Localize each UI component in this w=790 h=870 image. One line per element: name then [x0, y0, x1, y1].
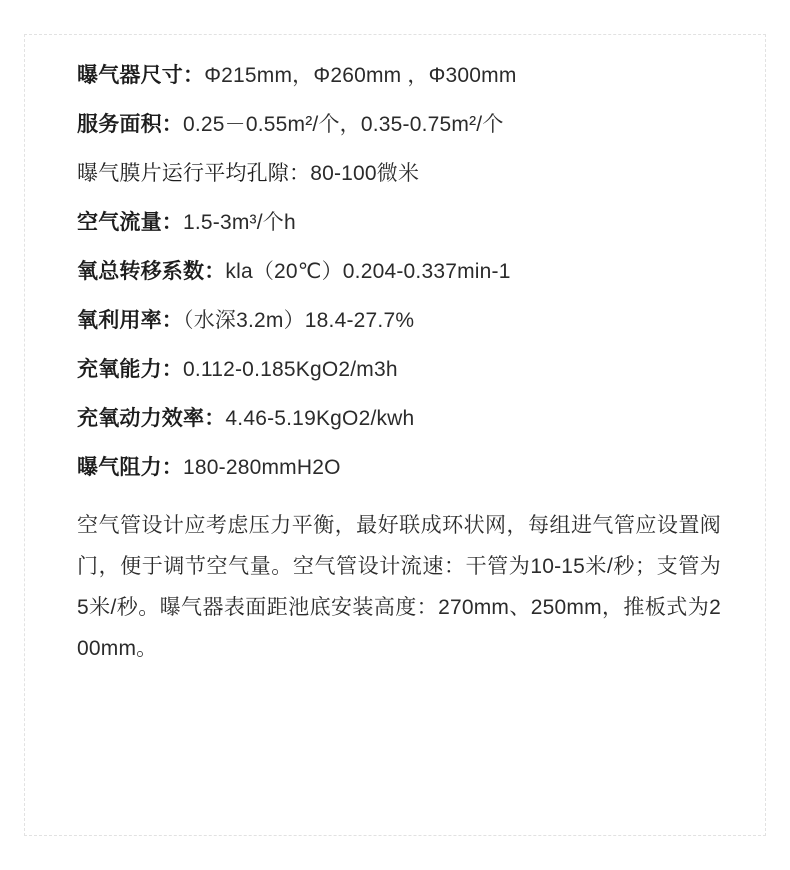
spec-value: kla（20℃）0.204-0.337min-1 — [225, 260, 511, 284]
spec-row — [77, 310, 721, 332]
spec-value: Φ215mm，Φ260mm ，Φ300mm — [204, 64, 517, 87]
spec-label: 充氧能力： — [77, 358, 183, 382]
design-notes-paragraph: 空气管设计应考虑压力平衡，最好联成环状网，每组进气管应设置阀门，便于调节空气量。空气管设计流速：干管为10-15米/秒；支管为5米/秒。曝气器表面距池底安装高度：270mm、250mm，推板式为200mm。 — [77, 514, 721, 661]
spec-row — [77, 457, 721, 479]
spec-row — [77, 163, 721, 185]
spec-row — [77, 359, 721, 381]
spec-label: 服务面积： — [77, 113, 183, 137]
spec-label: 曝气膜片运行平均孔隙： — [77, 162, 311, 186]
spec-label: 空气流量： — [77, 211, 183, 235]
spec-value: 0.112-0.185KgO2/m3h — [183, 358, 398, 382]
spec-row — [77, 65, 721, 87]
spec-value: 80-100微米 — [310, 162, 420, 186]
spec-row — [77, 212, 721, 234]
spec-label: 氧总转移系数： — [77, 260, 226, 284]
spec-value: 1.5-3m³/个h — [183, 211, 296, 235]
spec-value: 0.25－0.55m²/个，0.35-0.75m²/个 — [183, 113, 504, 137]
spec-value: （水深3.2m）18.4-27.7% — [183, 309, 415, 333]
spec-row — [77, 408, 721, 430]
spec-value: 180-280mmH2O — [183, 456, 341, 480]
spec-value: 4.46-5.19KgO2/kwh — [225, 407, 415, 431]
spec-row — [77, 114, 721, 136]
spec-label: 曝气器尺寸： — [77, 64, 205, 87]
spec-row — [77, 261, 721, 283]
spec-label: 曝气阻力： — [77, 456, 183, 480]
spec-card — [24, 34, 766, 836]
spec-label: 充氧动力效率： — [77, 407, 226, 431]
spec-list — [77, 65, 721, 479]
spec-label: 氧利用率： — [77, 309, 183, 333]
